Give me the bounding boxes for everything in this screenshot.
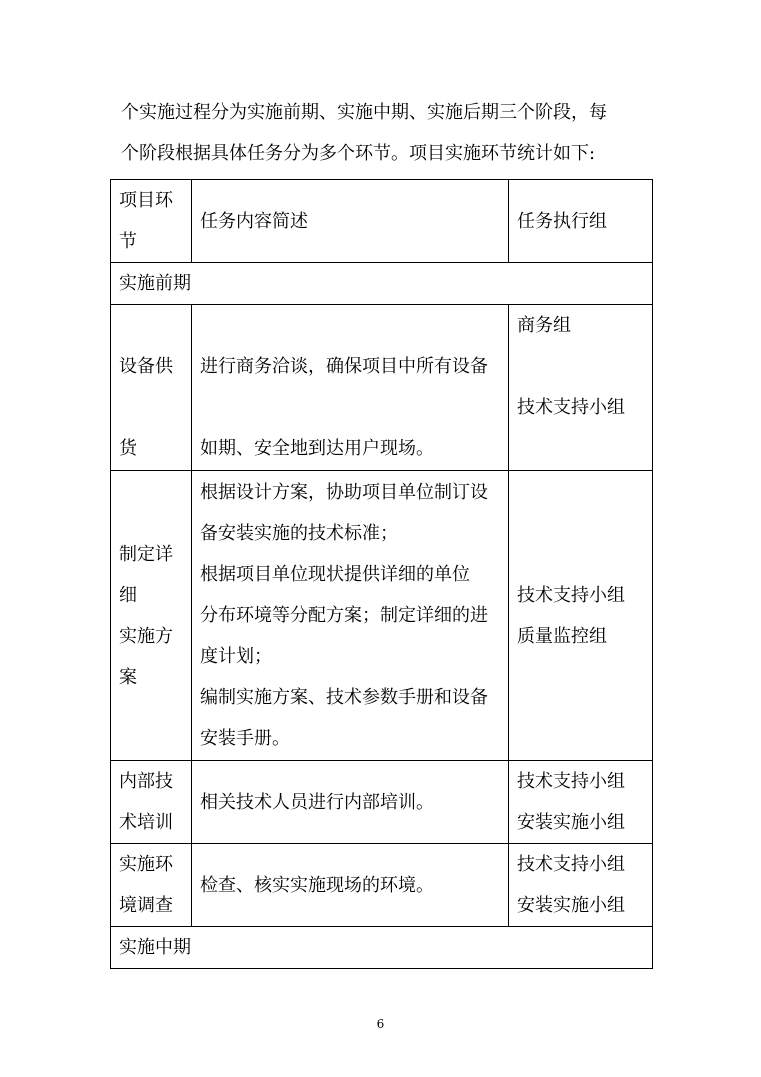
group-line: 商务组 (517, 315, 571, 336)
content-line: 备安装实施的技术标准； (200, 523, 398, 544)
stage-cell (111, 305, 192, 471)
content-cell (192, 471, 509, 761)
phase-row-middle (111, 927, 653, 969)
content-cell: 检查、核实实施现场的环境。 (192, 844, 509, 927)
group-line: 技术支持小组 (517, 397, 625, 418)
stage-line: 内部技 (119, 771, 173, 792)
intro-line-2: 个阶段根据具体任务分为多个环节。项目实施环节统计如下: (121, 143, 596, 164)
content-line: 进行商务洽谈，确保项目中所有设备 (200, 356, 488, 377)
group-cell (509, 761, 653, 844)
content-cell: 相关技术人员进行内部培训。 (192, 761, 509, 844)
header-stage-line-1: 项目环 (119, 190, 173, 211)
content-line: 安装手册。 (200, 728, 290, 749)
header-group-cell: 任务执行组 (509, 180, 653, 263)
stage-line: 货 (119, 438, 137, 459)
implementation-stages-table (110, 179, 653, 969)
table-row (111, 844, 653, 927)
table-row (111, 471, 653, 761)
header-stage-cell (111, 180, 192, 263)
phase-row-early (111, 263, 653, 305)
group-line: 安装实施小组 (517, 895, 625, 916)
stage-line: 术培训 (119, 812, 173, 833)
table-header-row (111, 180, 653, 263)
page-number: 6 (376, 1017, 385, 1031)
content-line: 如期、安全地到达用户现场。 (200, 438, 434, 459)
stage-line: 设备供 (119, 356, 173, 377)
phase-middle-label: 实施中期 (111, 927, 653, 969)
content-cell (192, 305, 509, 471)
group-line: 技术支持小组 (517, 584, 625, 606)
stage-cell (111, 844, 192, 927)
phase-early-label: 实施前期 (111, 263, 653, 305)
content-line: 分布环境等分配方案；制定详细的进 (200, 605, 488, 626)
stage-line: 细 (119, 584, 137, 606)
content-line: 根据设计方案，协助项目单位制订设 (200, 482, 488, 503)
group-cell (509, 471, 653, 761)
stage-line: 实施方 (119, 625, 173, 647)
header-stage-line-2: 节 (119, 231, 137, 252)
stage-line: 制定详 (119, 543, 173, 565)
intro-line-1: 个实施过程分为实施前期、实施中期、实施后期三个阶段，每 (121, 102, 607, 123)
group-cell (509, 305, 653, 471)
stage-line: 境调查 (119, 895, 173, 916)
stage-line: 案 (119, 666, 137, 688)
table-row (111, 305, 653, 471)
content-line: 编制实施方案、技术参数手册和设备 (200, 687, 488, 708)
content-line: 度计划； (200, 646, 272, 667)
table-row (111, 761, 653, 844)
stage-line: 实施环 (119, 854, 173, 875)
group-line: 技术支持小组 (517, 854, 625, 875)
header-content-cell: 任务内容简述 (192, 180, 509, 263)
group-line: 安装实施小组 (517, 812, 625, 833)
group-line: 质量监控组 (517, 625, 607, 647)
group-cell (509, 844, 653, 927)
stage-cell (111, 761, 192, 844)
group-line: 技术支持小组 (517, 771, 625, 792)
stage-cell (111, 471, 192, 761)
intro-paragraph (121, 92, 681, 174)
content-line: 根据项目单位现状提供详细的单位 (200, 564, 470, 585)
